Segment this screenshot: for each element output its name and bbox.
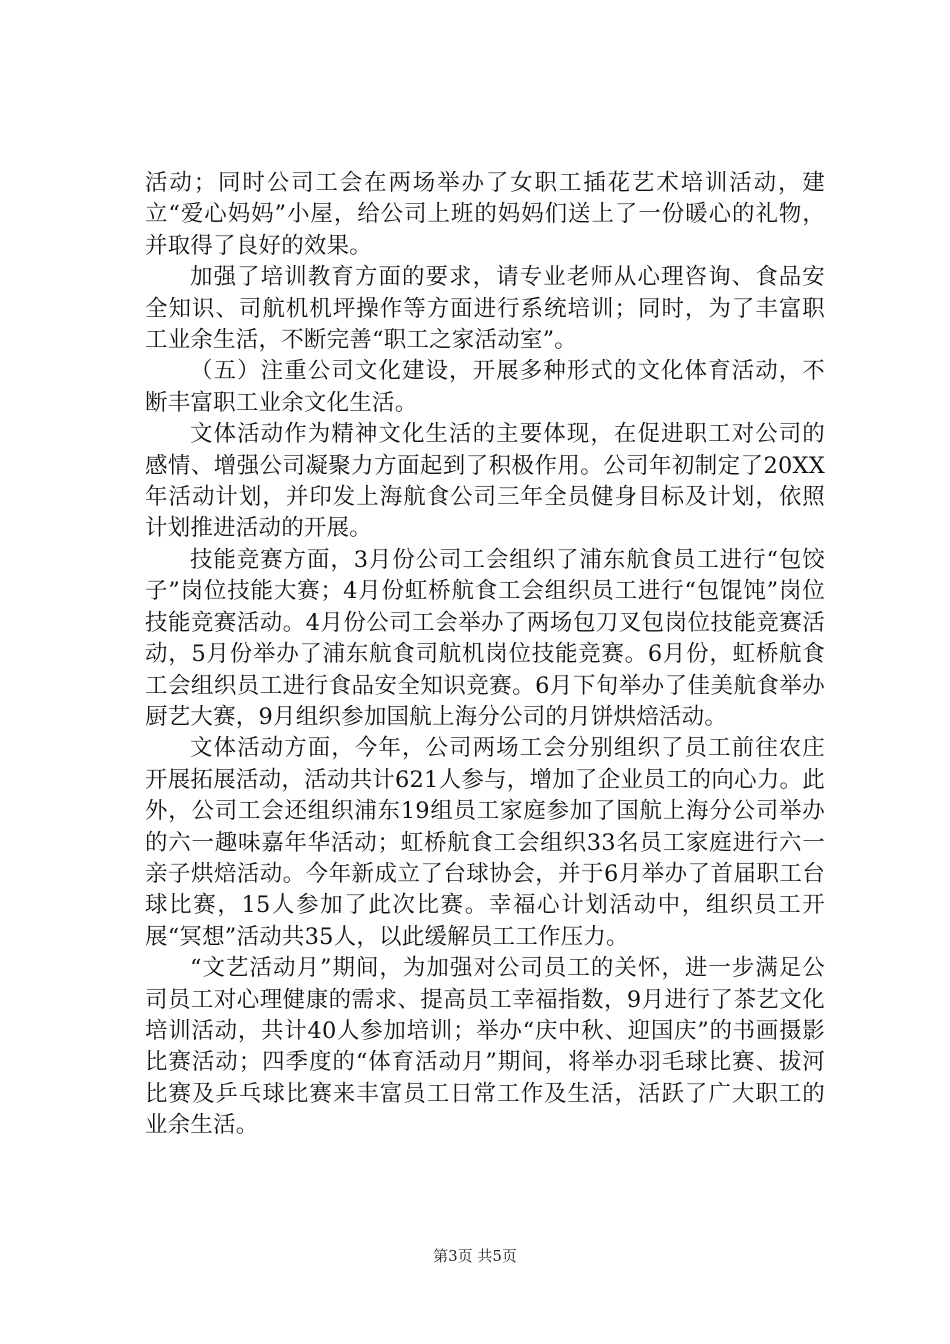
document-body — [145, 168, 825, 1142]
paragraph-training: 加强了培训教育方面的要求，请专业老师从心理咨询、食品安全知识、司航机机坪操作等方面进行系统培训；同时，为了丰富职工业余生活，不断完善“职工之家活动室”。 — [145, 264, 825, 354]
paragraph-cultural-activities: 文体活动方面，今年，公司两场工会分别组织了员工前往农庄开展拓展活动，活动共计621人参与，增加了企业员工的向心力。此外，公司工会还组织浦东19组员工家庭参加了国航上海分公司举办的六一趣味嘉年华活动；虹桥航食工会组织33名员工家庭进行六一亲子烘焙活动。今年新成立了台球协会，并于6月举办了首届职工台球比赛，15人参加了此次比赛。幸福心计划活动中，组织员工开展“冥想”活动共35人，以此缓解员工工作压力。 — [145, 735, 825, 950]
paragraph-arts-month: “文艺活动月”期间，为加强对公司员工的关怀，进一步满足公司员工对心理健康的需求、提高员工幸福指数，9月进行了茶艺文化培训活动，共计40人参加培训；举办“庆中秋、迎国庆”的书画摄影比赛活动；四季度的“体育活动月”期间，将举办羽毛球比赛、拔河比赛及乒乓球比赛来丰富员工日常工作及生活，活跃了广大职工的业余生活。 — [145, 955, 825, 1139]
paragraph-sports-plan: 文体活动作为精神文化生活的主要体现，在促进职工对公司的感情、增强公司凝聚力方面起到了积极作用。公司年初制定了20XX年活动计划，并印发上海航食公司三年全员健身目标及计划，依照计划推进活动的开展。 — [145, 421, 825, 542]
paragraph-continuation: 活动；同时公司工会在两场举办了女职工插花艺术培训活动，建立“爱心妈妈”小屋，给公司上班的妈妈们送上了一份暖心的礼物，并取得了良好的效果。 — [145, 170, 825, 259]
page-number-footer: 第3页 共5页 — [433, 1247, 517, 1265]
paragraph-skill-competition: 技能竞赛方面，3月份公司工会组织了浦东航食员工进行“包饺子”岗位技能大赛；4月份虹桥航食工会组织员工进行“包馄饨”岗位技能竞赛活动。4月份公司工会举办了两场包刀叉包岗位技能竞赛活动，5月份举办了浦东航食司航机岗位技能竞赛。6月份，虹桥航食工会组织员工进行食品安全知识竞赛。6月下旬举办了佳美航食举办厨艺大赛，9月组织参加国航上海分公司的月饼烘焙活动。 — [145, 546, 825, 730]
section-heading-culture: （五）注重公司文化建设，开展多种形式的文化体育活动，不断丰富职工业余文化生活。 — [145, 358, 825, 416]
